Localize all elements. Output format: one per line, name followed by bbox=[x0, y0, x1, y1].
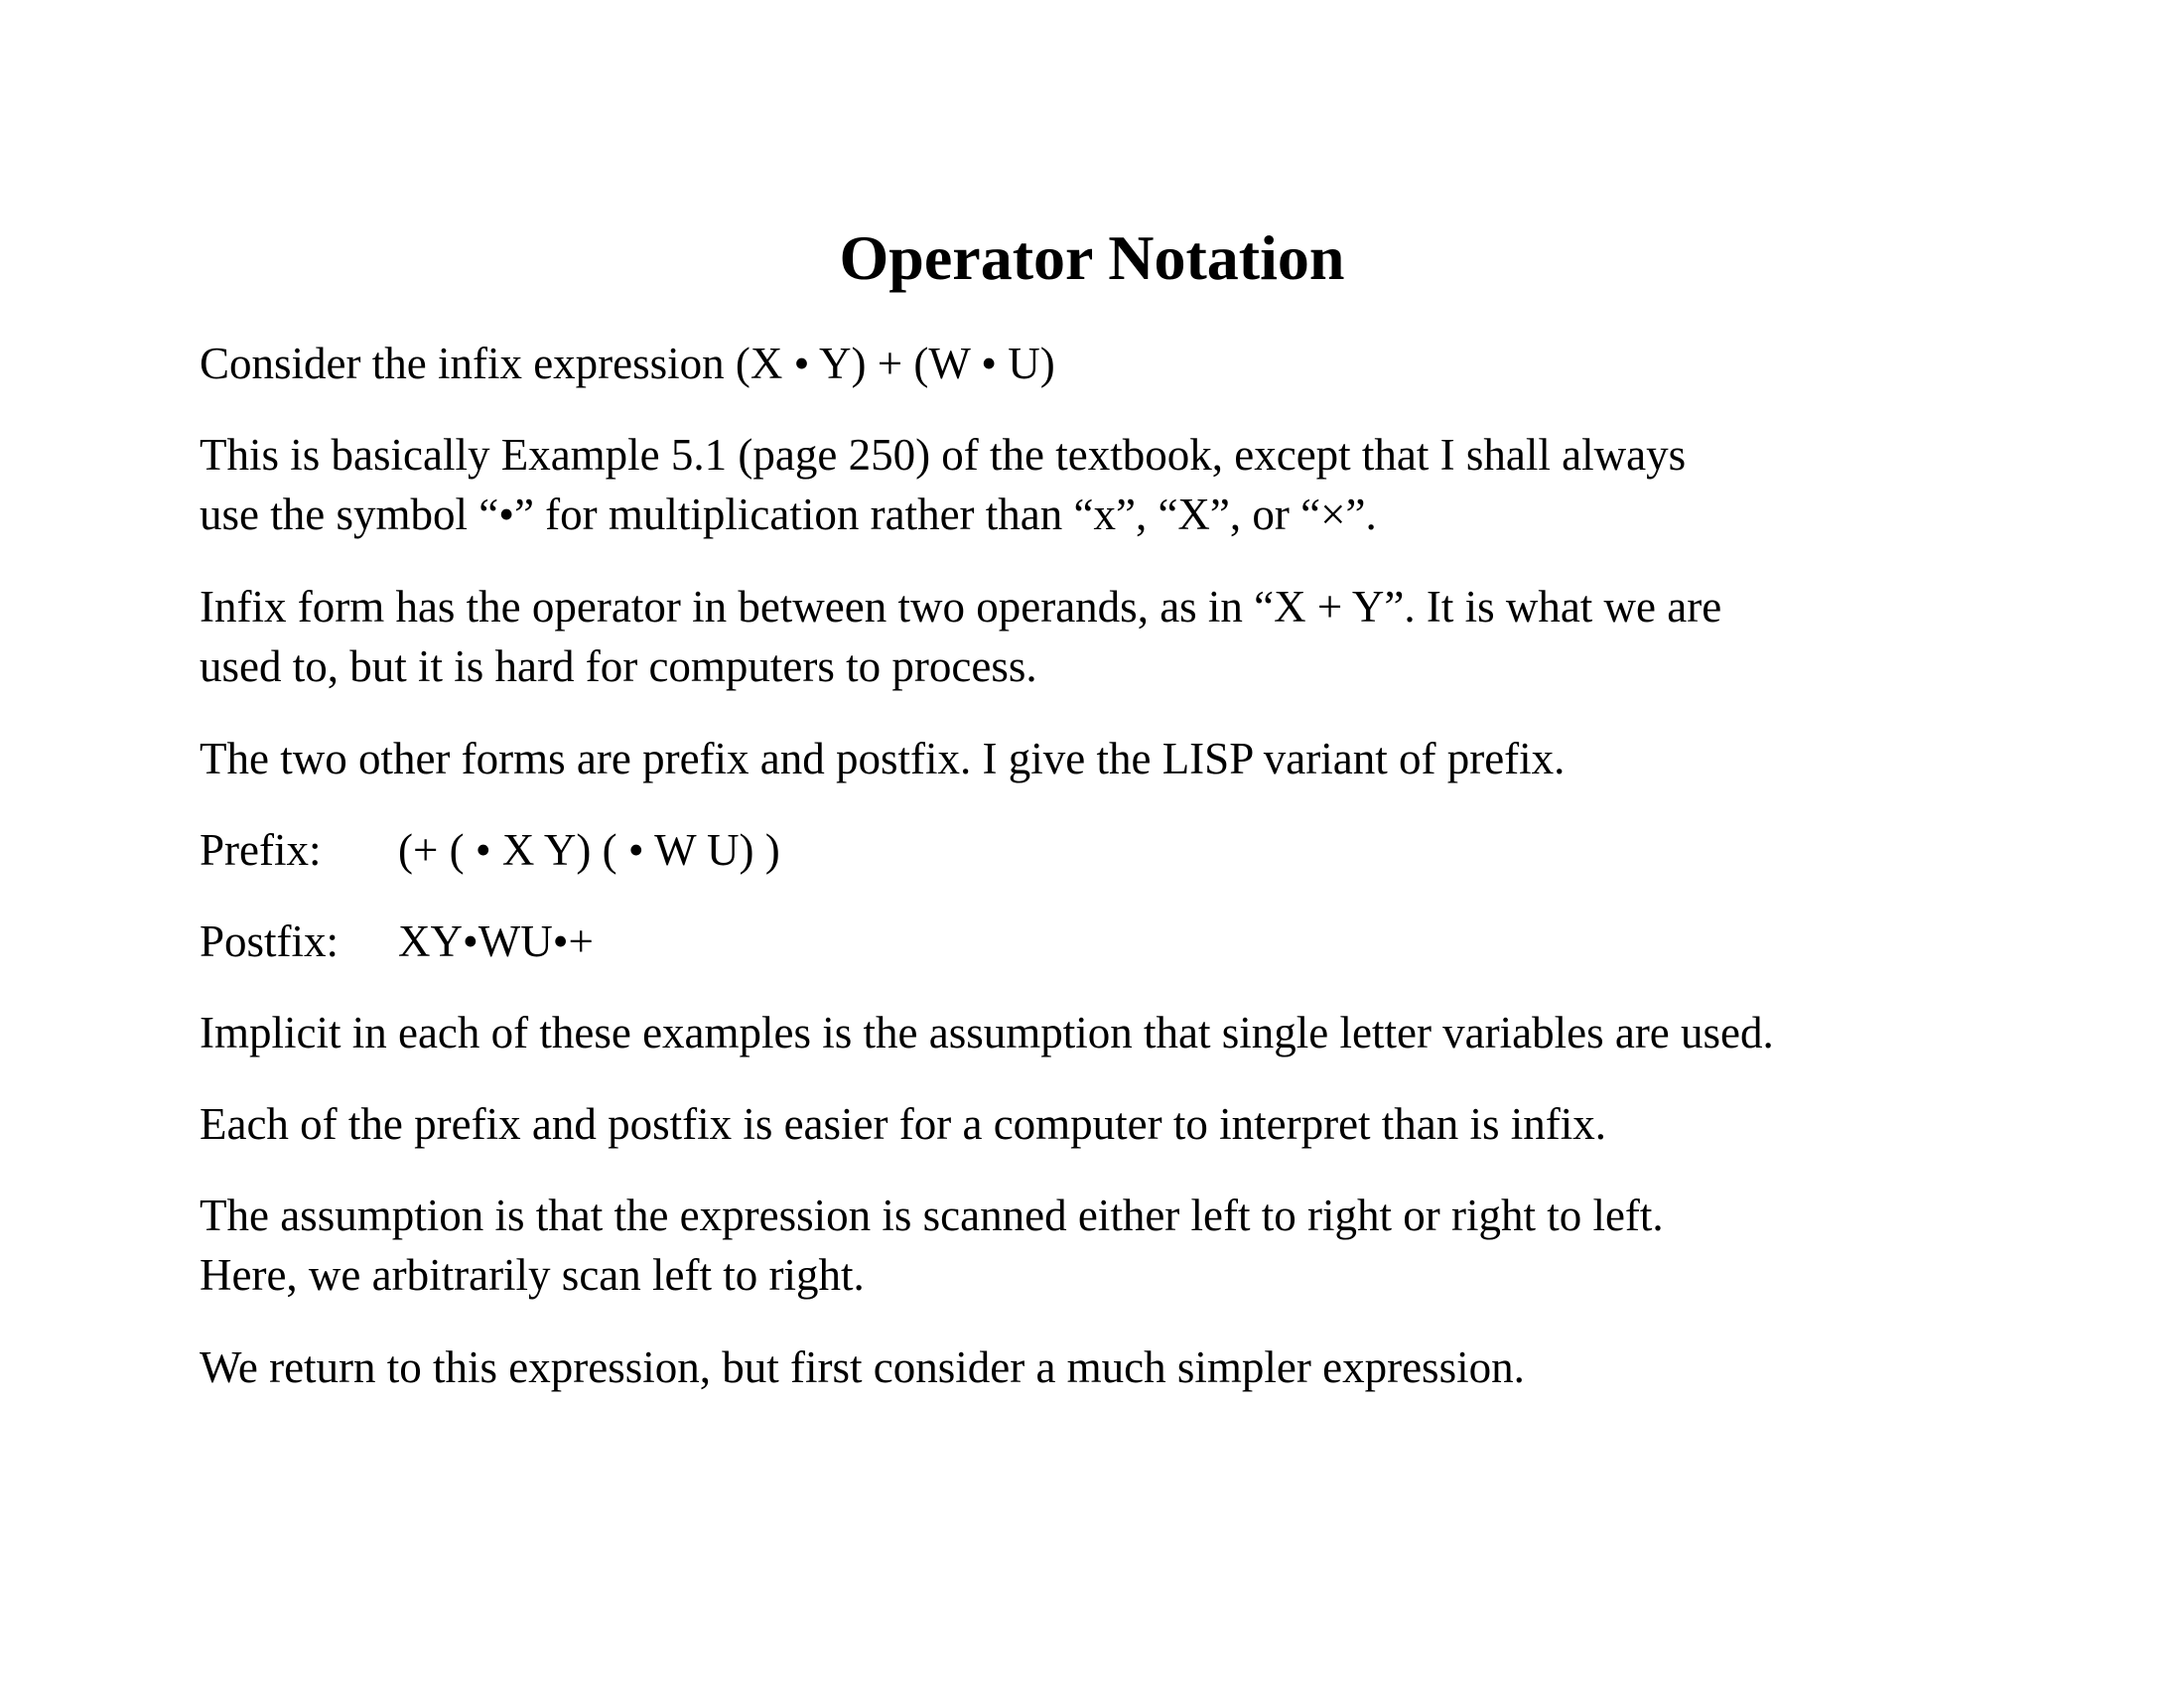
page-title: Operator Notation bbox=[839, 222, 1345, 293]
postfix-line bbox=[200, 912, 594, 971]
infix-description-line-2: used to, but it is hard for computers to process. bbox=[200, 641, 1037, 691]
example-reference-line-2: use the symbol “•” for multiplication rather than “x”, “X”, or “×”. bbox=[200, 490, 1377, 539]
scan-direction-paragraph bbox=[200, 1186, 2145, 1305]
easier-to-interpret-paragraph: Each of the prefix and postfix is easier for a computer to interpret than is infix. bbox=[200, 1099, 1607, 1149]
return-note-paragraph: We return to this expression, but first consider a much simpler expression. bbox=[200, 1342, 1525, 1392]
prefix-expression: (+ ( • X Y) ( • W U) ) bbox=[398, 825, 780, 875]
prefix-line bbox=[200, 820, 780, 880]
example-reference-paragraph bbox=[200, 425, 2145, 544]
postfix-label: Postfix: bbox=[200, 916, 340, 966]
other-forms-paragraph: The two other forms are prefix and postfix. I give the LISP variant of prefix. bbox=[200, 734, 1566, 783]
intro-paragraph: Consider the infix expression (X • Y) + (W • U) bbox=[200, 339, 1055, 388]
infix-description-paragraph bbox=[200, 577, 2145, 696]
scan-direction-line-1: The assumption is that the expression is scanned either left to right or right to left. bbox=[200, 1191, 1664, 1240]
postfix-expression: XY•WU•+ bbox=[398, 916, 594, 966]
implicit-assumption-paragraph: Implicit in each of these examples is the assumption that single letter variables are used. bbox=[200, 1008, 1774, 1057]
example-reference-line-1: This is basically Example 5.1 (page 250) of the textbook, except that I shall always bbox=[200, 430, 1687, 480]
scan-direction-line-2: Here, we arbitrarily scan left to right. bbox=[200, 1250, 865, 1300]
prefix-label: Prefix: bbox=[200, 825, 322, 875]
infix-description-line-1: Infix form has the operator in between two operands, as in “X + Y”. It is what we are bbox=[200, 582, 1722, 632]
